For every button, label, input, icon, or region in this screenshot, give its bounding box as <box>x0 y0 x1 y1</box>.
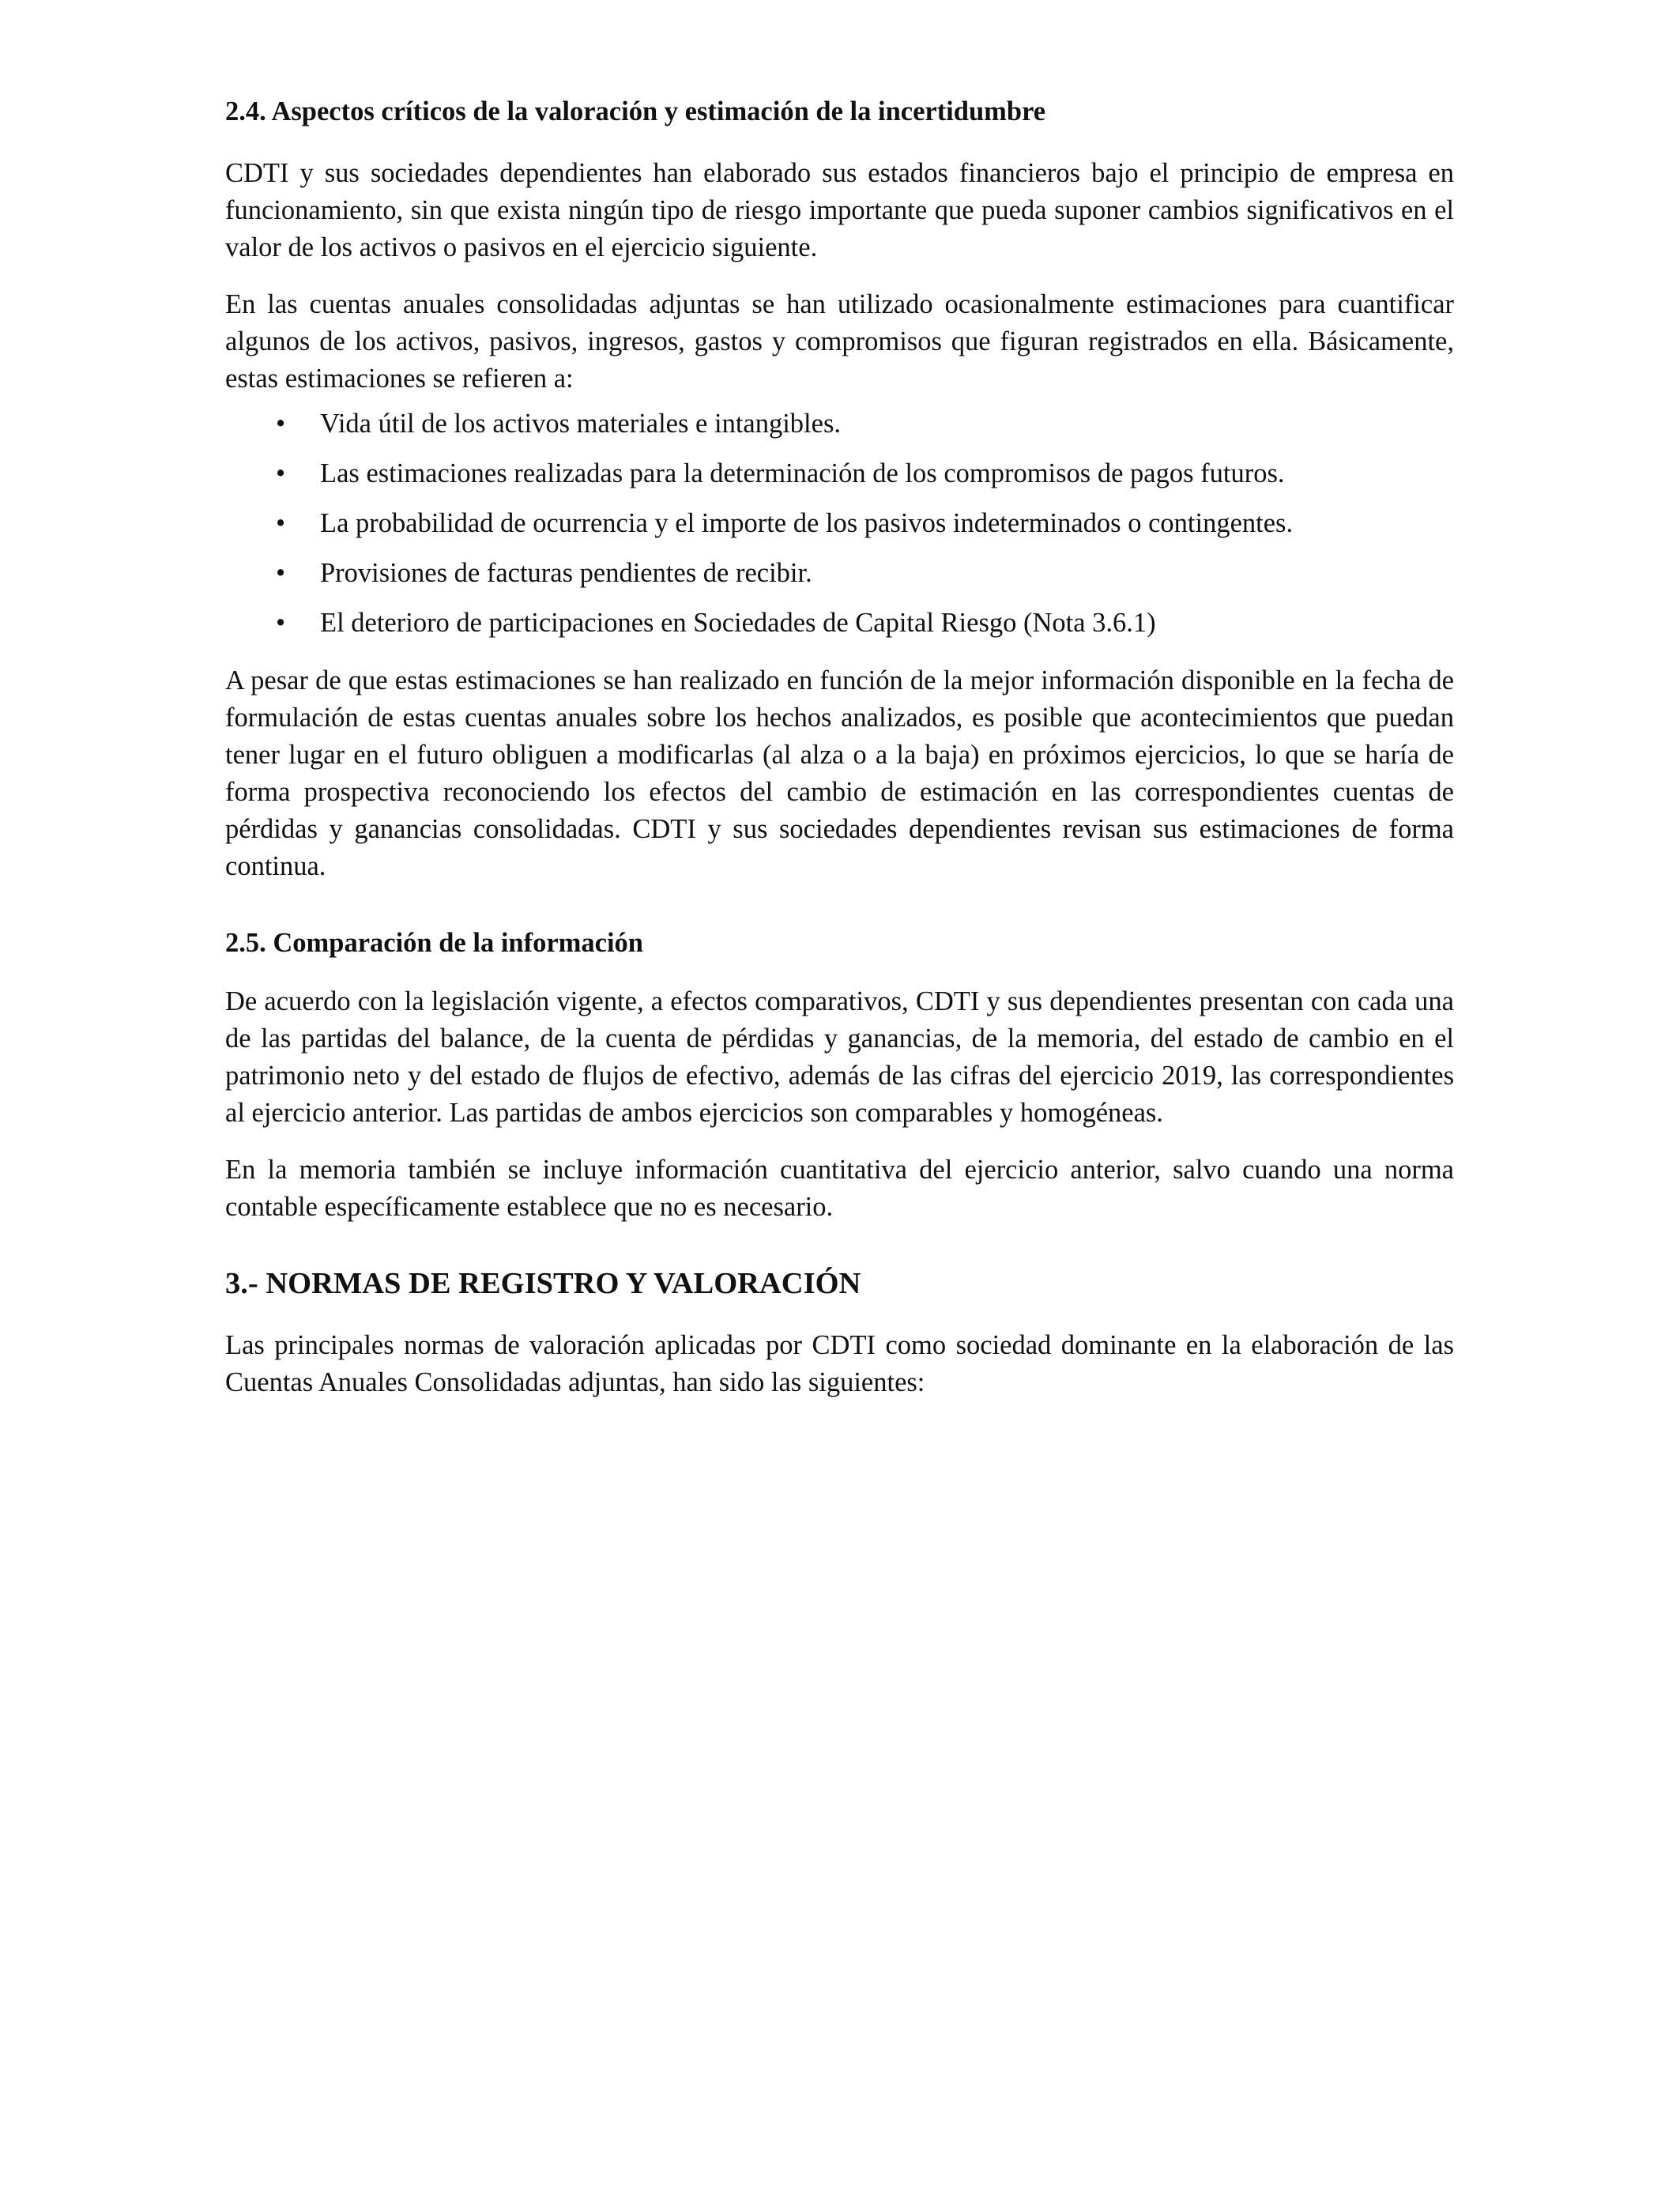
section-2-4-heading: 2.4. Aspectos críticos de la valoración y estimación de la incertidumbre <box>225 96 1046 126</box>
bullet-icon: • <box>275 508 286 538</box>
section-2-5-paragraph-1: De acuerdo con la legislación vigente, a efectos comparativos, CDTI y sus dependientes presentan con cada una de las partidas del balance, de la cuenta de pérdidas y ganancias, de la memoria, del estado de cambio en el patrimonio neto y del estado de flujos de efectivo, además de las cifras del ejercicio 2019, las correspondientes al ejercicio anterior. Las partidas de ambos ejercicios son comparables y homogéneas. <box>225 986 1454 1128</box>
bullet-icon: • <box>275 608 286 638</box>
list-item <box>225 505 1454 542</box>
section-2-4-paragraph-3: A pesar de que estas estimaciones se han realizado en función de la mejor información disponible en la fecha de formulación de estas cuentas anuales sobre los hechos analizados, es posible que acontecimientos que puedan tener lugar en el futuro obliguen a modificarlas (al alza o a la baja) en próximos ejercicios, lo que se haría de forma prospectiva reconociendo los efectos del cambio de estimación en las correspondientes cuentas de pérdidas y ganancias consolidadas. CDTI y sus sociedades dependientes revisan sus estimaciones de forma continua. <box>225 665 1454 881</box>
section-2-4-paragraph-1: CDTI y sus sociedades dependientes han elaborado sus estados financieros bajo el principio de empresa en funcionamiento, sin que exista ningún tipo de riesgo importante que pueda suponer cambios significativos en el valor de los activos o pasivos en el ejercicio siguiente. <box>225 158 1454 262</box>
list-item-text: Vida útil de los activos materiales e intangibles. <box>320 409 842 439</box>
section-3-paragraph-1: Las principales normas de valoración aplicadas por CDTI como sociedad dominante en la elaboración de las Cuentas Anuales Consolidadas adjuntas, han sido las siguientes: <box>225 1330 1454 1397</box>
list-item-text: Provisiones de facturas pendientes de recibir. <box>320 558 812 588</box>
list-item-text: Las estimaciones realizadas para la determinación de los compromisos de pagos futuros. <box>320 458 1285 488</box>
section-2-5-heading: 2.5. Comparación de la información <box>225 928 643 958</box>
list-item <box>225 455 1454 492</box>
document-page <box>225 93 1454 1401</box>
estimates-list <box>225 405 1454 642</box>
section-2-4-paragraph-2: En las cuentas anuales consolidadas adjuntas se han utilizado ocasionalmente estimaciones para cuantificar algunos de los activos, pasivos, ingresos, gastos y compromisos que figuran registrados en ella. Básicamente, estas estimaciones se refieren a: <box>225 289 1454 394</box>
list-item <box>225 605 1454 642</box>
list-item <box>225 555 1454 592</box>
section-3-heading: 3.- NORMAS DE REGISTRO Y VALORACIÓN <box>225 1267 861 1300</box>
list-item-text: El deterioro de participaciones en Sociedades de Capital Riesgo (Nota 3.6.1) <box>320 608 1156 638</box>
list-item-text: La probabilidad de ocurrencia y el importe de los pasivos indeterminados o contingentes. <box>320 508 1294 538</box>
list-item <box>225 405 1454 443</box>
bullet-icon: • <box>275 458 286 488</box>
bullet-icon: • <box>275 558 286 588</box>
section-2-5-paragraph-2: En la memoria también se incluye información cuantitativa del ejercicio anterior, salvo cuando una norma contable específicamente establece que no es necesario. <box>225 1155 1454 1222</box>
bullet-icon: • <box>275 409 286 439</box>
